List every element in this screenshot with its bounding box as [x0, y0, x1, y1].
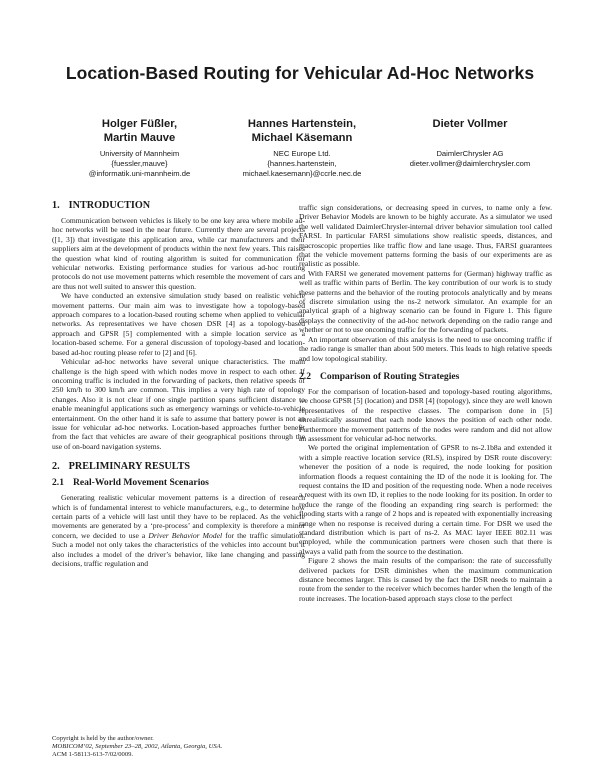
section-number: 1. [52, 200, 60, 211]
paragraph: traffic sign considerations, or decreasing speed in curves, to name only a few. Driver Behavior Models are known to be highly accurate. As a simulator we used the well validated DaimlerChrysler-internal driver behavior simulation tool called FARSI. In particular FARSI simulations show realistic speeds, distances, and macroscopic properties like traffic flow and lane usage. Thus, FARSI guarantees that the vehicle movement patterns forming the basis of our experiments are as realistic as possible. [299, 203, 552, 269]
subsection-number: 2.1 [52, 477, 64, 489]
author-affiliation: University of Mannheim [99, 149, 180, 158]
section-heading [52, 461, 305, 473]
footnote-line: MOBICOM’02, September 23–28, 2002, Atlanta, Georgia, USA. [52, 743, 223, 750]
author-email: @informatik.uni-mannheim.de [88, 169, 191, 178]
author-block-daimlerchrysler [390, 117, 550, 169]
paragraph: We ported the original implementation of GPSR to ns-2.1b8a and extended it with a simple reactive location service (RLS), inspired by DSR route discovery: whenever the position of a node is required, the node looking for position information floods a request containing the ID of the node it is looking for. The request contains the ID and position of the requesting node. When a node receives a request with its own ID, it replies to the node looking for its position. In order to reduce the range of the flooding an expanding ring search is performed: the flooding starts with a range of 2 hops and is repeated with exponentially increasing range when no response is received during a certain time. For DSR we used the standard distribution which is part of ns-2. As MAC layer IEEE 802.11 was employed, while the communication partners were chosen such that there is always a valid path from the source to the destination. [299, 443, 552, 556]
paragraph-text: Generating realistic vehicular movement patterns is a direction of research which is of fundamental interest to vehicle manufacturers, e.g., to determine how certain parts of a vehicle will last until they have to be replaced. As the vehicle movements are generated by a ‘pre-process’ and complexity is therefore a minor concern, we decided to use a [52, 493, 305, 540]
paragraph: With FARSI we generated movement patterns for (German) highway traffic as well as traffic within parts of Berlin. The key contribution of our work is to study these patterns and the behavior of the routing protocols analytically and by means of discrete simulation using the ns-2 network simulator. An example for an analytical graph of a highway scenario can be found in Figure 1. This figure displays the connectivity of the ad-hoc network depending on the radio range and whether or not to use oncoming traffic for the forwarding of packets. [299, 268, 552, 335]
paragraph-text: for the traffic simulation. Such a model not only takes the characteristics of the vehicles into account but it also includes a model of the driver’s behavior, like lane changing and passing decisions, traffic regulation and [52, 530, 305, 568]
subsection-heading [299, 371, 552, 383]
paragraph: We have conducted an extensive simulation study based on realistic vehicle movement patterns. Our main aim was to investigate how a topology-based approach compares to a location-based routing scheme when applied to vehicular networks. As representatives we have chosen DSR [4] as a topology-based approach and GPSR [5] complemented with a simple location service as a location-based scheme. For a general discussion of topology-based and location-based ad-hoc routing please refer to [2] and [6]. [52, 291, 305, 357]
section-number: 2. [52, 461, 60, 473]
footnote-line: ACM 1-58113-613-7/02/0009. [52, 751, 134, 758]
paragraph: For the comparison of location-based and topology-based routing algorithms, we choose GPSR [5] (location) and DSR [4] (topology), since they are well known representatives of the respective classes. The comparison done in [5] unrealistically assumed that each node knows the position of each other node. Furthermore the movement patterns of the nodes were random and did not allow an assessment for vehicular ad-hoc networks. [299, 386, 552, 443]
section-title: PRELIMINARY RESULTS [68, 461, 191, 473]
author-name: Martin Mauve [103, 132, 176, 144]
author-email: dieter.vollmer@daimlerchrysler.com [409, 159, 531, 168]
author-name: Michael Käsemann [251, 132, 353, 144]
subsection-title: Comparison of Routing Strategies [320, 370, 460, 382]
author-affiliation: NEC Europe Ltd. [273, 149, 331, 158]
author-affiliation: DaimlerChrysler AG [436, 149, 504, 158]
section-heading [52, 200, 305, 212]
section-title: INTRODUCTION [68, 200, 151, 211]
author-name: Holger Füßler, [101, 118, 178, 130]
paragraph: Figure 2 shows the main results of the comparison: the rate of successfully delivered packets for DSR diminishes when the maximum communication distance becomes larger. This is caused by the fact the DSR needs to maintain a route from the sender to the receiver which becomes harder when the length of the route increases. The location-based approach stays close to the perfect [299, 556, 552, 603]
subsection-number: 2.2 [299, 370, 311, 382]
subsection-heading [52, 477, 305, 489]
author-email: {fuessler,mauve} [111, 159, 168, 168]
author-name: Dieter Vollmer [432, 118, 508, 130]
left-column [52, 200, 305, 568]
paragraph: Communication between vehicles is likely to be one key area where mobile ad-hoc networks will be used in the near future. Currently there are several projects ([1, 3]) that investigate this application area, while car manufacturers and their suppliers aim at the development of products within the next few years. This raises the question what kind of routing algorithm is suited for communication for vehicular networks. Existing performance studies for various ad-hoc routing protocols do not use movement patterns which resemble the movement of cars and are thus not well suited to answer this question. [52, 216, 305, 291]
paragraph: An important observation of this analysis is the need to use oncoming traffic if the radio range is smaller than about 500 meters. This leads to high relative speeds and low topological stability. [299, 334, 552, 363]
right-column [299, 203, 552, 603]
author-email: michael.kaesemann}@ccrle.nec.de [242, 169, 362, 178]
paragraph [52, 493, 305, 568]
paper-title: Location-Based Routing for Vehicular Ad-Hoc Networks [65, 63, 535, 83]
author-block-mannheim [62, 117, 217, 179]
subsection-title: Real-World Movement Scenarios [73, 477, 209, 489]
author-block-nec [222, 117, 382, 179]
copyright-footnote [52, 735, 305, 759]
footnote-line: Copyright is held by the author/owner. [52, 735, 154, 742]
author-email: {hannes.hartenstein, [267, 159, 337, 168]
paragraph: Vehicular ad-hoc networks have several unique characteristics. The main challenge is the high speed with which nodes move in respect to each other. If oncoming traffic is included in the forwarding of packets, then relative speeds of 250 km/h to 300 km/h are common. This implies a very high rate of topology changes. Also it is not clear if one single partition spans sufficient distance to enable meaningful applications such as emergency warnings or vehicle-to-vehicle entertainment. On the other hand it is safe to assume that battery power is not an issue for vehicular ad-hoc networks. Location-based approaches further benefit from the fact that vehicles are aware of their geographical positions through the use of on-board navigation systems. [52, 357, 305, 451]
author-name: Hannes Hartenstein, [247, 118, 357, 130]
emphasized-term: Driver Behavior Model [148, 530, 223, 540]
